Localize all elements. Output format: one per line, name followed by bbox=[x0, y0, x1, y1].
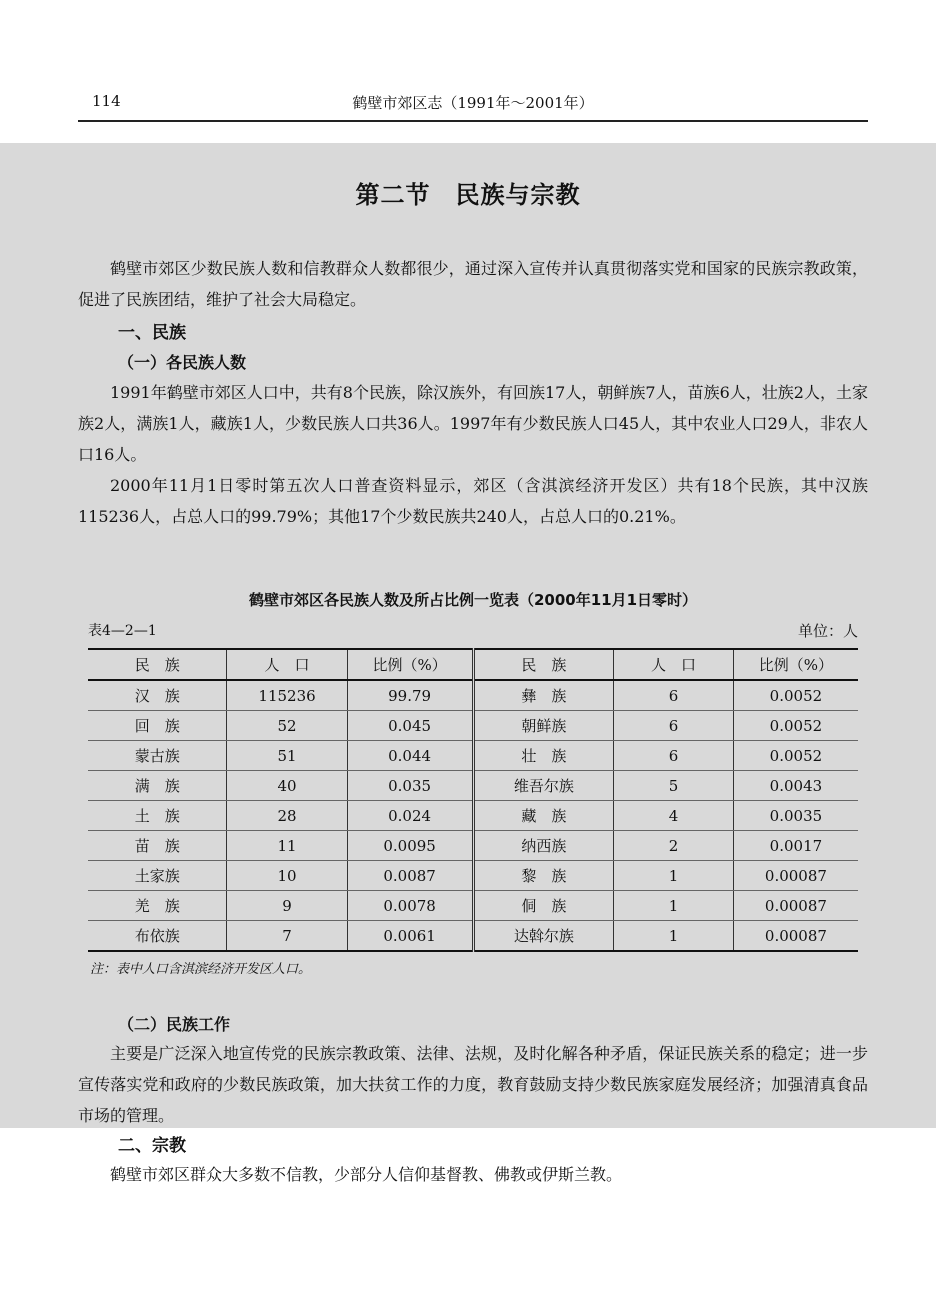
table-cell: 52 bbox=[227, 711, 347, 741]
table-cell: 0.035 bbox=[347, 771, 473, 801]
table-row bbox=[88, 831, 858, 861]
table-cell: 2 bbox=[614, 831, 734, 861]
table-cell: 0.0095 bbox=[347, 831, 473, 861]
table-caption: 鹤壁市郊区各民族人数及所占比例一览表（2000年11月1日零时） bbox=[248, 591, 698, 609]
table-cell: 回 族 bbox=[88, 711, 227, 741]
table-cell: 达斡尔族 bbox=[473, 921, 613, 952]
heading-ethnicity: 一、民族 bbox=[118, 323, 186, 343]
heading-population: （一）各民族人数 bbox=[118, 353, 247, 372]
table-cell: 1 bbox=[614, 891, 734, 921]
table-cell: 0.024 bbox=[347, 801, 473, 831]
table-cell: 0.0078 bbox=[347, 891, 473, 921]
table-row bbox=[88, 680, 858, 711]
table-cell: 土家族 bbox=[88, 861, 227, 891]
table-cell: 0.0043 bbox=[733, 771, 858, 801]
table-cell: 壮 族 bbox=[473, 741, 613, 771]
paragraph-ethnic-work: 主要是广泛深入地宣传党的民族宗教政策、法律、法规，及时化解各种矛盾，保证民族关系的稳定；进一步宣传落实党和政府的少数民族政策，加大扶贫工作的力度，教育鼓励支持少数民族家庭发展经济；加强清真食品市场的管理。 bbox=[78, 1044, 868, 1125]
table-cell: 6 bbox=[614, 711, 734, 741]
table-cell: 侗 族 bbox=[473, 891, 613, 921]
table-cell: 6 bbox=[614, 680, 734, 711]
table-cell: 99.79 bbox=[347, 680, 473, 711]
table-cell: 0.0017 bbox=[733, 831, 858, 861]
section-title: 第二节 民族与宗教 bbox=[355, 181, 581, 209]
table-cell: 汉 族 bbox=[88, 680, 227, 711]
table-cell: 朝鲜族 bbox=[473, 711, 613, 741]
table-row bbox=[88, 921, 858, 952]
table-cell: 1 bbox=[614, 861, 734, 891]
table-row bbox=[88, 711, 858, 741]
table-cell: 0.044 bbox=[347, 741, 473, 771]
table-row bbox=[88, 741, 858, 771]
table-header-row bbox=[88, 649, 858, 680]
table-cell: 28 bbox=[227, 801, 347, 831]
running-title: 鹤壁市郊区志（1991年～2001年） bbox=[352, 94, 594, 112]
table-cell: 40 bbox=[227, 771, 347, 801]
table-cell: 羌 族 bbox=[88, 891, 227, 921]
table-cell: 7 bbox=[227, 921, 347, 952]
table-cell: 6 bbox=[614, 741, 734, 771]
table-cell: 0.0052 bbox=[733, 711, 858, 741]
table-row bbox=[88, 861, 858, 891]
table-cell: 藏 族 bbox=[473, 801, 613, 831]
table-cell: 黎 族 bbox=[473, 861, 613, 891]
table-note: 注：表中人口含淇滨经济开发区人口。 bbox=[90, 962, 312, 977]
col-header-population: 人 口 bbox=[227, 649, 347, 680]
table-unit: 单位：人 bbox=[797, 622, 858, 640]
paragraph-1991: 1991年鹤壁市郊区人口中，共有8个民族，除汉族外，有回族17人，朝鲜族7人，苗族6人，壮族2人，土家族2人，满族1人，藏族1人，少数民族人口共36人。1997年有少数民族人口45人，其中农业人口29人，非农人口16人。 bbox=[78, 383, 868, 464]
paragraph-2000: 2000年11月1日零时第五次人口普查资料显示，郊区（含淇滨经济开发区）共有18个民族，其中汉族115236人，占总人口的99.79%；其他17个少数民族共240人，占总人口的0.21%。 bbox=[78, 476, 868, 526]
col-header-ethnicity-2: 民 族 bbox=[473, 649, 613, 680]
table-cell: 土 族 bbox=[88, 801, 227, 831]
table-cell: 0.0052 bbox=[733, 741, 858, 771]
table-cell: 1 bbox=[614, 921, 734, 952]
table-cell: 彝 族 bbox=[473, 680, 613, 711]
table-cell: 115236 bbox=[227, 680, 347, 711]
table-cell: 5 bbox=[614, 771, 734, 801]
table-cell: 0.0087 bbox=[347, 861, 473, 891]
table-cell: 0.00087 bbox=[733, 891, 858, 921]
table-cell: 9 bbox=[227, 891, 347, 921]
ethnicity-table bbox=[88, 648, 858, 952]
table-cell: 0.0061 bbox=[347, 921, 473, 952]
table-cell: 0.0052 bbox=[733, 680, 858, 711]
table-cell: 布依族 bbox=[88, 921, 227, 952]
table-cell: 10 bbox=[227, 861, 347, 891]
table-cell: 纳西族 bbox=[473, 831, 613, 861]
table-cell: 蒙古族 bbox=[88, 741, 227, 771]
table-cell: 维吾尔族 bbox=[473, 771, 613, 801]
col-header-ratio: 比例（%） bbox=[347, 649, 473, 680]
intro-paragraph: 鹤壁市郊区少数民族人数和信教群众人数都很少，通过深入宣传并认真贯彻落实党和国家的民族宗教政策，促进了民族团结，维护了社会大局稳定。 bbox=[78, 259, 868, 309]
table-cell: 0.0035 bbox=[733, 801, 858, 831]
col-header-ethnicity: 民 族 bbox=[88, 649, 227, 680]
table-cell: 满 族 bbox=[88, 771, 227, 801]
table-number: 表4—2—1 bbox=[88, 623, 157, 639]
table-row bbox=[88, 801, 858, 831]
table-cell: 11 bbox=[227, 831, 347, 861]
page-header bbox=[78, 86, 868, 122]
table-cell: 4 bbox=[614, 801, 734, 831]
paragraph-religion: 鹤壁市郊区群众大多数不信教，少部分人信仰基督教、佛教或伊斯兰教。 bbox=[110, 1165, 623, 1184]
table-row bbox=[88, 891, 858, 921]
table-cell: 0.00087 bbox=[733, 921, 858, 952]
table-cell: 0.045 bbox=[347, 711, 473, 741]
col-header-population-2: 人 口 bbox=[614, 649, 734, 680]
heading-religion: 二、宗教 bbox=[118, 1136, 186, 1156]
table-cell: 0.00087 bbox=[733, 861, 858, 891]
heading-ethnic-work: （二）民族工作 bbox=[118, 1015, 231, 1034]
table-row bbox=[88, 771, 858, 801]
table-cell: 51 bbox=[227, 741, 347, 771]
table-cell: 苗 族 bbox=[88, 831, 227, 861]
page-number: 114 bbox=[92, 92, 121, 110]
col-header-ratio-2: 比例（%） bbox=[733, 649, 858, 680]
